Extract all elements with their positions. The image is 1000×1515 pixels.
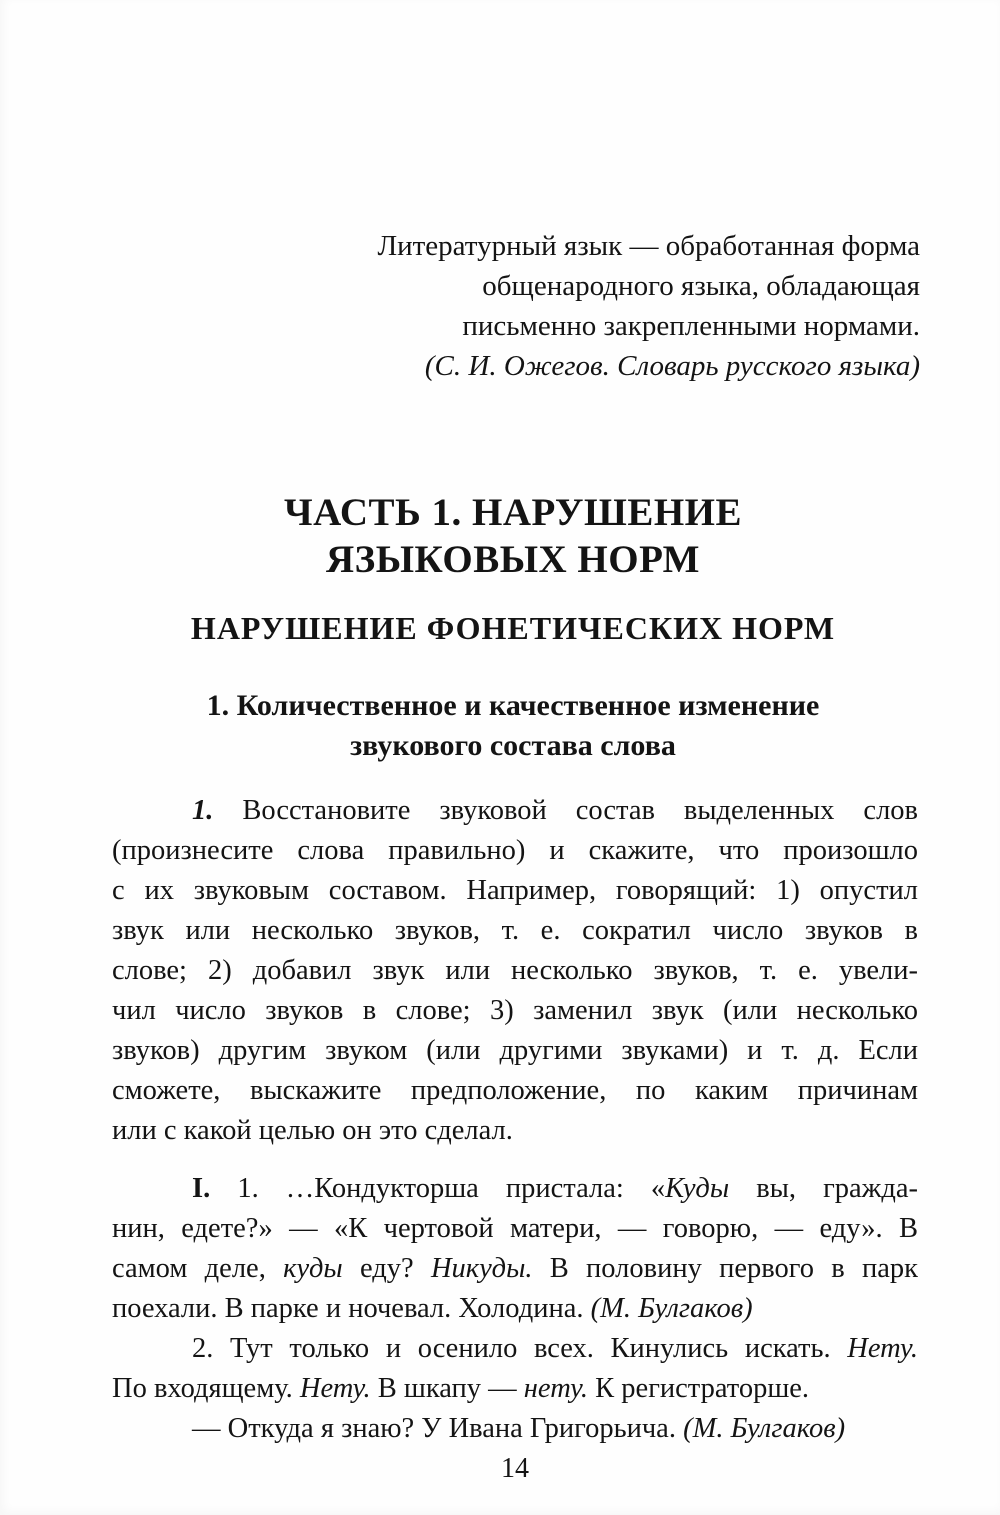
text-line: общенародного языка, обладающая [482,270,920,302]
epigraph [260,226,920,386]
text-line: ЧАСТЬ 1. НАРУШЕНИЕ [283,491,743,534]
text-line: Литературный язык — обработанная форма [377,230,920,262]
text-line: 2. Тут только и осенило всех. Кинулись искать. Нету. [192,1333,918,1364]
text-line: сможете, выскажите предположение, по каким причинам [112,1075,918,1106]
text-line: самом деле, куды еду? Никуды. В половину первого в парк [112,1253,918,1284]
text-line: звук или несколько звуков, т. е. сократил число звуков в [112,915,918,946]
chapter-title [108,608,918,648]
page-number: 14 [501,1453,529,1484]
section-title [108,686,918,766]
examples-paragraph [112,1169,918,1449]
text-line: с их звуковым составом. Например, говорящий: 1) опустил [112,875,918,906]
text-line: письменно закрепленными нормами. [462,310,920,342]
text-line: поехали. В парке и ночевал. Холодина. (М. Булгаков) [112,1293,753,1324]
text-line: нин, едете?» — «К чертовой матери, — говорю, — еду». В [112,1213,918,1244]
text-line: (произнесите слова правильно) и скажите, что произошло [112,835,918,866]
text-line: звуков) другим звуком (или другими звуками) и т. д. Если [112,1035,918,1066]
text-line: I. 1. …Кондукторша пристала: «Куды вы, гражда- [192,1173,918,1204]
text-line: 1. Восстановите звуковой состав выделенных слов [192,795,918,826]
text-line: 1. Количественное и качественное изменение [206,689,820,722]
part-title [108,489,918,583]
text-line: — Откуда я знаю? У Ивана Григорьича. (М. Булгаков) [192,1413,846,1444]
text-line: (С. И. Ожегов. Словарь русского языка) [424,350,920,382]
text-line: чил число звуков в слове; 3) заменил звук (или несколько [112,995,918,1026]
text-line: ЯЗЫКОВЫХ НОРМ [326,538,700,581]
exercise-paragraph [112,791,918,1151]
text-line: слове; 2) добавил звук или несколько звуков, т. е. увели- [112,955,918,986]
text-line: НАРУШЕНИЕ ФОНЕТИЧЕСКИХ НОРМ [190,610,836,646]
text-line: или с какой целью он это сделал. [112,1115,513,1146]
text-line: По входящему. Нету. В шкапу — нету. К регистраторше. [112,1373,810,1404]
text-line: звукового состава слова [350,729,676,762]
